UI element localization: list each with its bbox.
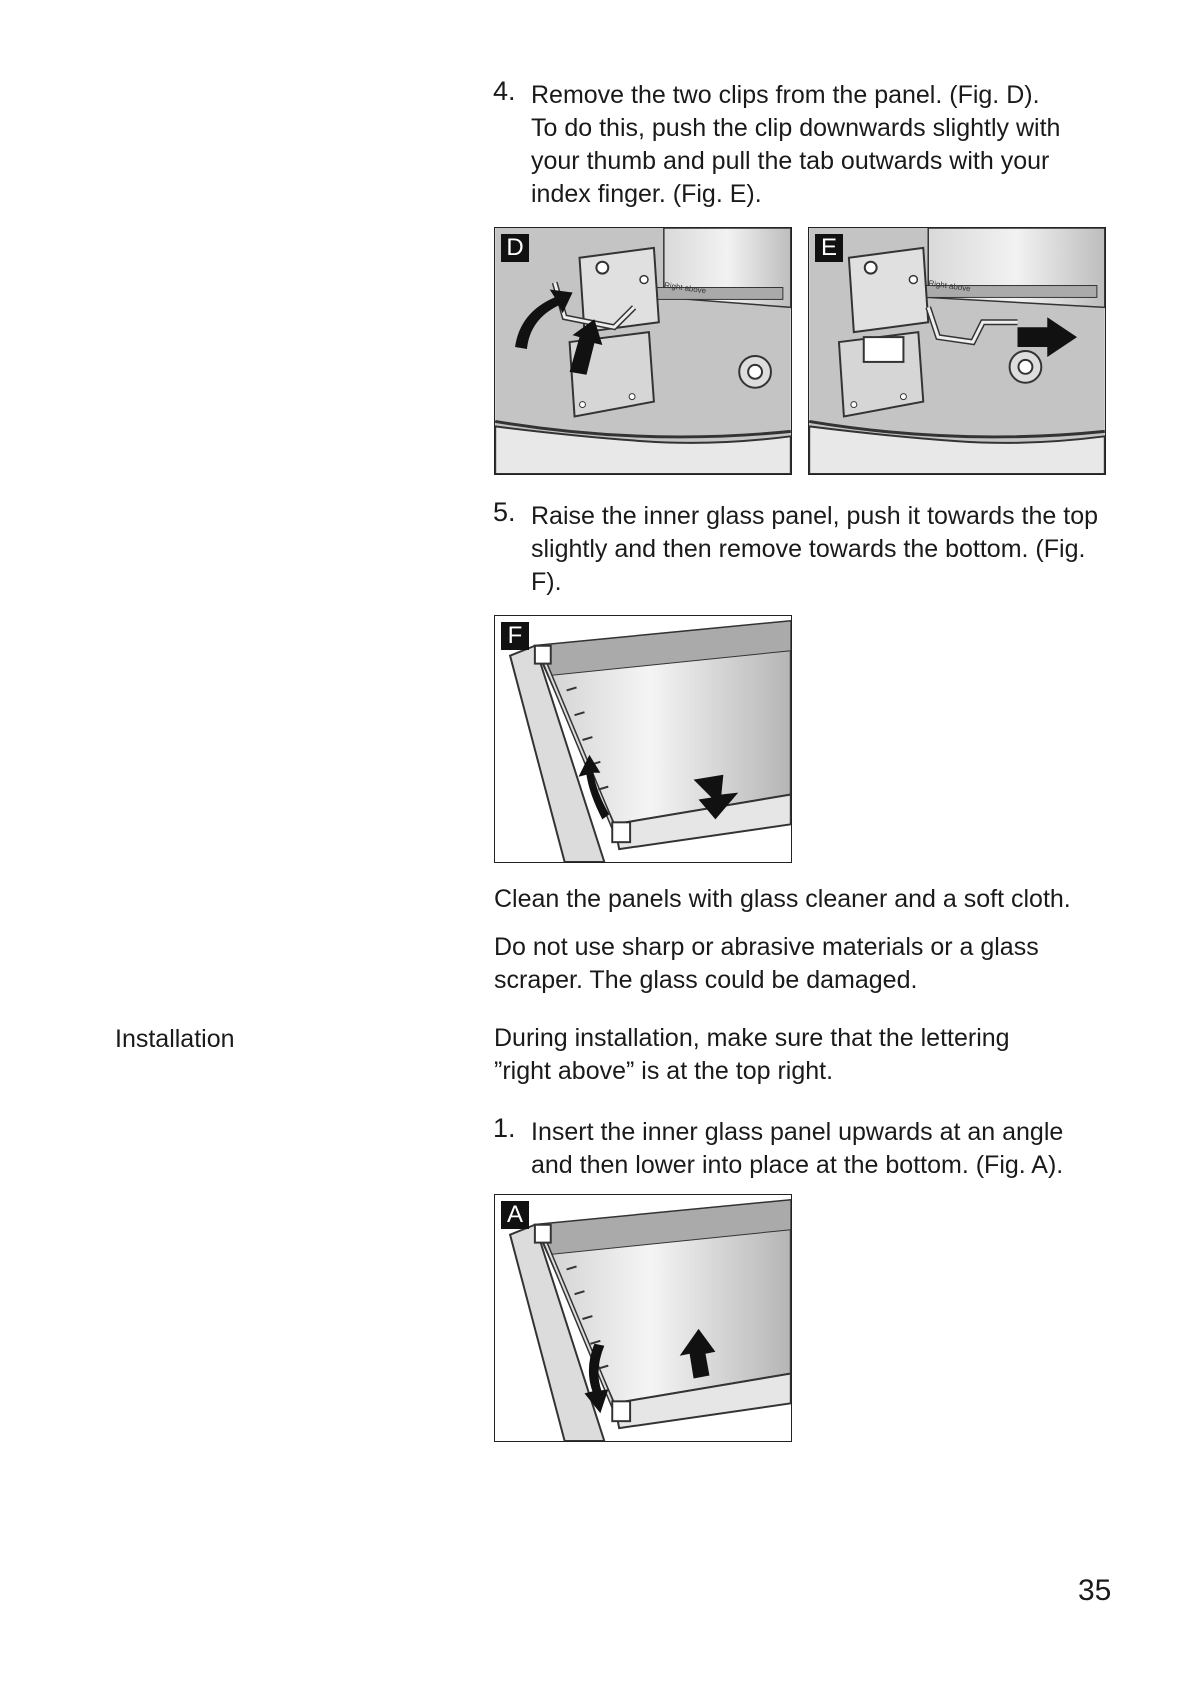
step-1-number: 1. bbox=[493, 1113, 516, 1143]
figure-d bbox=[494, 227, 792, 475]
figure-e-lettering: Right above bbox=[927, 278, 972, 294]
figure-a-label: A bbox=[501, 1201, 529, 1229]
page-number: 35 bbox=[1078, 1574, 1112, 1607]
figure-a-illustration bbox=[495, 1195, 791, 1441]
figure-d-illustration bbox=[495, 228, 791, 474]
figure-e-illustration bbox=[809, 228, 1105, 474]
figure-d-lettering: Right above bbox=[663, 280, 707, 296]
step-5-text: Raise the inner glass panel, push it towards the top slightly and then remove towards the bottom. (Fig. F). bbox=[531, 502, 1099, 596]
clean-note: Clean the panels with glass cleaner and a soft cloth. bbox=[494, 885, 1071, 913]
figure-d-label: D bbox=[501, 234, 529, 262]
step-5-number: 5. bbox=[493, 497, 516, 527]
step-4-number: 4. bbox=[493, 76, 516, 106]
installation-heading: Installation bbox=[115, 1025, 235, 1053]
figure-f-label: F bbox=[501, 622, 529, 650]
step-1-text: Insert the inner glass panel upwards at an angle and then lower into place at the bottom. (Fig. A). bbox=[531, 1118, 1064, 1179]
figure-f bbox=[494, 615, 792, 863]
figure-f-illustration bbox=[495, 616, 791, 862]
installation-intro: During installation, make sure that the lettering ”right above” is at the top right. bbox=[494, 1024, 1010, 1085]
figure-a bbox=[494, 1194, 792, 1442]
step-4-text: Remove the two clips from the panel. (Fig. D). To do this, push the clip downwards slightly with your thumb and pull the tab outwards with your index finger. (Fig. E). bbox=[531, 81, 1061, 208]
figure-e-label: E bbox=[815, 234, 843, 262]
figure-e bbox=[808, 227, 1106, 475]
warning-note: Do not use sharp or abrasive materials or a glass scraper. The glass could be damaged. bbox=[494, 933, 1039, 994]
